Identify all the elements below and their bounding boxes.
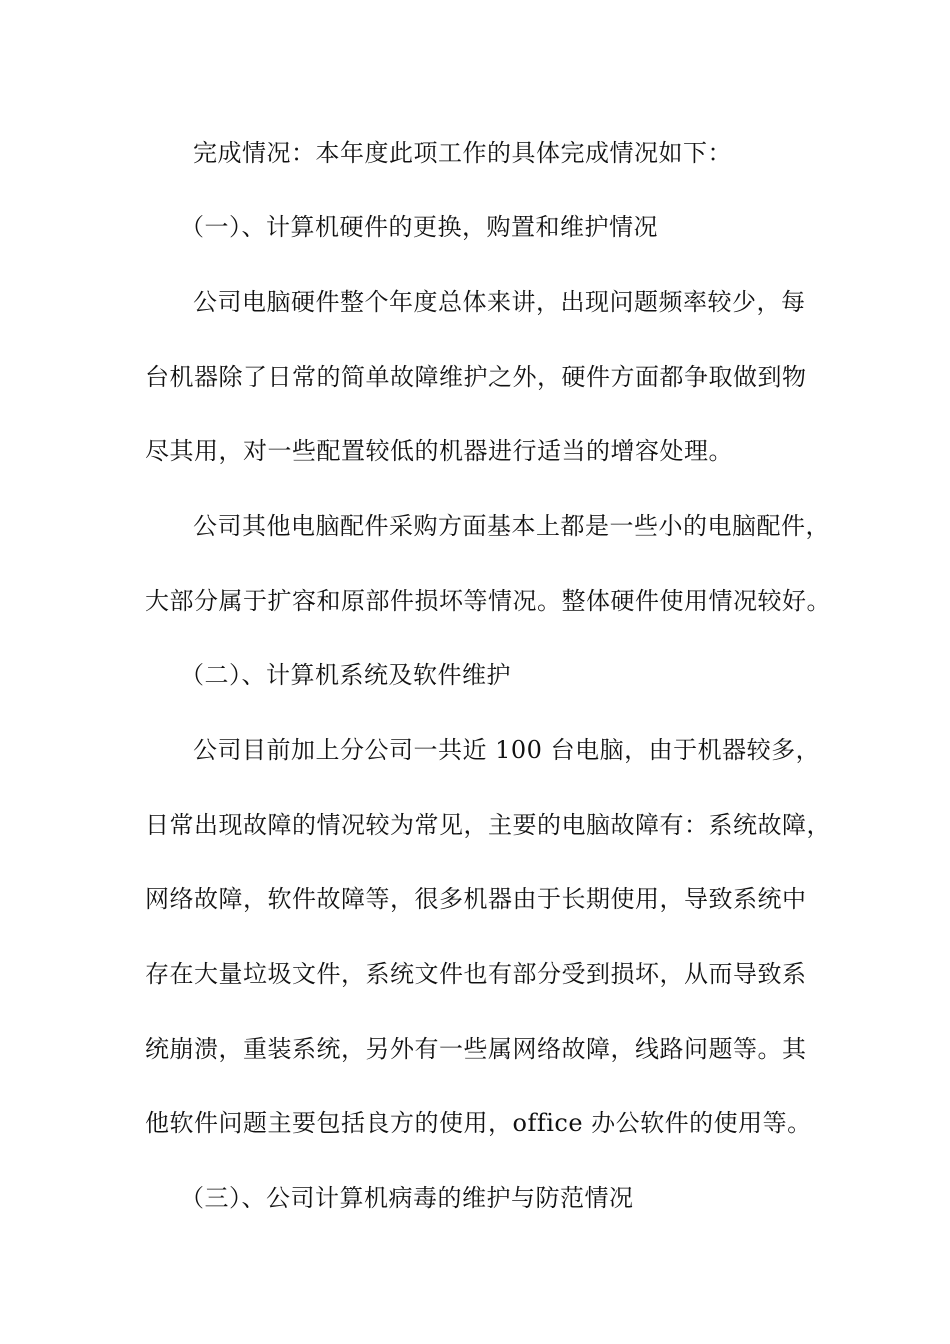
paragraph-line: 存在大量垃圾文件，系统文件也有部分受到损坏，从而导致系 xyxy=(145,960,807,988)
paragraph-line: 大部分属于扩容和原部件损坏等情况。整体硬件使用情况较好。 xyxy=(145,587,831,615)
section-heading-virus: （三）、公司计算机病毒的维护与防范情况 xyxy=(180,1184,634,1212)
paragraph-line: 尽其用，对一些配置较低的机器进行适当的增容处理。 xyxy=(145,437,733,465)
paragraph-line: 公司电脑硬件整个年度总体来讲，出现问题频率较少，每 xyxy=(193,288,806,316)
section-heading-software: （二）、计算机系统及软件维护 xyxy=(180,661,511,689)
paragraph-line: 公司其他电脑配件采购方面基本上都是一些小的电脑配件， xyxy=(193,512,830,540)
paragraph-line: 网络故障，软件故障等，很多机器由于长期使用，导致系统中 xyxy=(145,885,807,913)
section-heading-hardware: （一）、计算机硬件的更换，购置和维护情况 xyxy=(180,213,658,241)
paragraph-line: 统崩溃，重装系统，另外有一些属网络故障，线路问题等。其 xyxy=(145,1035,807,1063)
paragraph-line: 公司目前加上分公司一共近 100 台电脑，由于机器较多， xyxy=(193,736,821,764)
paragraph-line: 台机器除了日常的简单故障维护之外，硬件方面都争取做到物 xyxy=(145,363,807,391)
paragraph-line: 他软件问题主要包括良方的使用，office 办公软件的使用等。 xyxy=(145,1109,812,1137)
summary-intro-line: 完成情况：本年度此项工作的具体完成情况如下： xyxy=(193,139,732,167)
paragraph-line: 日常出现故障的情况较为常见，主要的电脑故障有：系统故障， xyxy=(145,811,831,839)
